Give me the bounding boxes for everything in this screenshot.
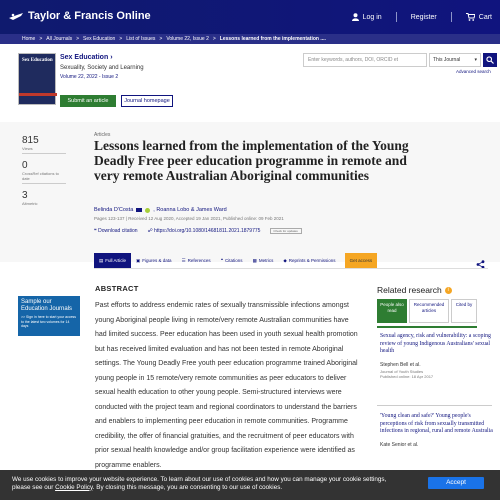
- related-article-title[interactable]: Sexual agency, risk and vulnerability: a scoping review of young Indigenous Australians' sexual health: [380, 333, 491, 354]
- metric-label: Altmetric: [22, 201, 38, 206]
- get-access-button[interactable]: Get access: [345, 253, 378, 268]
- cookie-message-line1: We use cookies to improve your website experience. To learn about our use of cookies and how you can manage your cookie settings,: [12, 476, 387, 483]
- cookie-banner: [0, 470, 500, 500]
- breadcrumb-volume[interactable]: Volume 22, Issue 2: [166, 36, 209, 42]
- metric-label: CrossRef citations to date: [22, 171, 59, 181]
- tab-references[interactable]: [177, 253, 216, 268]
- tabs-divider: [94, 268, 488, 269]
- journal-cover[interactable]: [18, 53, 56, 105]
- breadcrumb-journal[interactable]: Sex Education: [83, 36, 116, 42]
- tab-reprints[interactable]: [278, 253, 340, 268]
- top-nav: [352, 12, 492, 22]
- tab-label: Citations: [225, 258, 243, 263]
- chevron-right-icon: ›: [110, 54, 113, 61]
- user-icon: [352, 13, 359, 21]
- search-scope-value: This Journal: [433, 57, 461, 63]
- abstract-text: Past efforts to address endemic rates of sexually transmissible infections amongst young Aboriginal people living in remote/very remote Australian communities have had limited success. Peer education has been used in youth sexual health promotion but has received limited evaluation and has not been tested in remote Aboriginal settings. The Young Deadly Free youth peer education programme trained Aboriginal young people in 15 remote/very remote communities as peer educators to deliver sexual health education to other young people. Semi-structured interviews were conducted with the project team and regional coordinators to understand the barriers and enablers to implementing peer education in remote communities. Programme credibility, the offer of financial gratuities, and the recruitment of peer educators with prior sexual health knowledge and/or group facilitation experience were identified as programme enablers.: [95, 302, 358, 469]
- active-tab-indicator: [377, 326, 477, 328]
- breadcrumb-separator: >: [119, 36, 123, 42]
- metric-label: Views: [22, 146, 33, 151]
- cart-icon: [466, 13, 475, 21]
- related-article-author: Kate Senior et al.: [380, 441, 419, 448]
- cover-stripe: [19, 93, 57, 96]
- tab-label: Reprints & Permissions: [288, 258, 336, 263]
- metric-altmetric[interactable]: [22, 190, 66, 206]
- education-promo-banner[interactable]: [18, 296, 80, 336]
- abstract-heading: ABSTRACT: [95, 284, 139, 293]
- site-logo[interactable]: [8, 10, 151, 22]
- author-list: [94, 207, 227, 213]
- tab-label: Full Article: [105, 258, 127, 263]
- search-icon: [486, 56, 494, 64]
- doi-icon: ☍: [147, 228, 153, 234]
- related-article-date: Published online: 18 Apr 2017: [380, 373, 434, 379]
- journal-homepage-button[interactable]: Journal homepage: [121, 95, 173, 107]
- article-type: Articles: [94, 132, 111, 138]
- metric-value: 0: [22, 160, 28, 171]
- doi-link[interactable]: [148, 228, 261, 234]
- tab-metrics[interactable]: [248, 253, 279, 268]
- metric-divider: [22, 153, 66, 154]
- metric-value: 815: [22, 135, 39, 146]
- author-link[interactable]: Belinda D'Costa: [94, 207, 134, 213]
- tab-recommended-articles[interactable]: Recommended articles: [409, 299, 449, 323]
- journal-volume[interactable]: Volume 22, 2022 - Issue 2: [60, 74, 119, 80]
- breadcrumb-separator: >: [212, 36, 216, 42]
- related-article-author: Stephen Bell et al.: [380, 361, 421, 368]
- search-button[interactable]: [483, 53, 497, 67]
- lamp-logo-icon: [8, 12, 24, 21]
- author-links[interactable]: , Roanna Lobo & James Ward: [153, 207, 227, 213]
- related-research-heading: [377, 285, 452, 295]
- search-scope-select[interactable]: [429, 53, 481, 67]
- figures-icon: ▣: [136, 257, 141, 263]
- login-link[interactable]: [352, 13, 382, 21]
- quote-icon: ❝: [94, 228, 97, 234]
- journal-title-text: Sex Education: [60, 54, 109, 61]
- breadcrumb-separator: >: [76, 36, 80, 42]
- breadcrumb-current: Lessons learned from the implementation ....: [219, 36, 326, 42]
- download-citation-link[interactable]: [94, 228, 138, 234]
- journal-title[interactable]: [60, 54, 113, 61]
- related-article: [380, 333, 495, 379]
- breadcrumb-home[interactable]: Home: [22, 36, 36, 42]
- register-link[interactable]: Register: [410, 13, 437, 21]
- related-divider: [377, 405, 492, 406]
- breadcrumb-all-journals[interactable]: All Journals: [46, 36, 73, 42]
- tab-citations[interactable]: [216, 253, 248, 268]
- cover-title: Sex Education: [22, 58, 53, 63]
- metric-crossref[interactable]: [22, 160, 66, 184]
- tab-cited-by[interactable]: Cited by: [451, 299, 477, 323]
- journal-subtitle: Sexuality, Society and Learning: [60, 65, 144, 71]
- article-title: Lessons learned from the implementation of the Young Deadly Free peer education programme in remote and very remote Australian Aboriginal communities: [94, 138, 409, 183]
- download-citation-label: Download citation: [98, 228, 138, 234]
- related-article-title[interactable]: 'Young clean and safe?' Young people's perceptions of risk from sexually transmitted infections in regional, rural and remote Australia: [380, 413, 493, 434]
- publication-history: Pages 123-137 | Received 12 Aug 2020, Accepted 19 Jan 2021, Published online: 09 Feb 2021: [94, 216, 284, 221]
- promo-subtext: >> Sign in here to start your access to the latest two volumes for 14 days: [21, 315, 77, 328]
- breadcrumb-issues[interactable]: List of Issues: [126, 36, 156, 42]
- breadcrumb-separator: >: [159, 36, 163, 42]
- cookie-policy-link[interactable]: Cookie Policy: [55, 483, 93, 491]
- site-header: [0, 0, 500, 34]
- breadcrumb: [0, 34, 500, 44]
- tab-people-also-read[interactable]: People also read: [377, 299, 407, 323]
- bar-chart-icon: ▩: [252, 257, 257, 263]
- citations-icon: ❝: [220, 257, 224, 263]
- tab-full-article[interactable]: [94, 253, 131, 268]
- accept-cookies-button[interactable]: Accept: [428, 477, 484, 489]
- document-icon: ▤: [99, 257, 104, 263]
- references-icon: ☰: [181, 257, 186, 263]
- tab-label: References: [187, 258, 211, 263]
- tab-label: Figures & data: [142, 258, 172, 263]
- related-tabs: [377, 299, 477, 323]
- lock-icon: ◆: [283, 257, 287, 263]
- orcid-icon[interactable]: [145, 208, 150, 213]
- related-article: [380, 413, 495, 448]
- metric-views: [22, 135, 66, 154]
- cart-link[interactable]: [466, 13, 492, 21]
- cookie-message-line2: [12, 484, 500, 492]
- check-for-updates-badge[interactable]: Check for updates: [270, 228, 302, 234]
- cookie-text: . By closing this message, you are consenting to our use of cookies.: [92, 483, 283, 491]
- metric-value: 3: [22, 190, 28, 201]
- citation-row: [94, 228, 302, 234]
- article-tabs: [94, 253, 377, 268]
- advanced-search-link[interactable]: Advanced search: [456, 69, 491, 74]
- doi-label: https://doi.org/10.1080/14681811.2021.1879775: [154, 228, 261, 234]
- related-heading-text: Related research: [377, 285, 442, 295]
- breadcrumb-separator: >: [39, 36, 43, 42]
- search-input[interactable]: Enter keywords, authors, DOI, ORCID et: [303, 53, 427, 67]
- cookie-text: please see our: [12, 483, 56, 491]
- info-icon[interactable]: i: [445, 287, 452, 294]
- nav-divider: [451, 12, 452, 22]
- share-button[interactable]: [476, 256, 485, 274]
- promo-title: Sample our Education Journals: [21, 299, 73, 312]
- cart-label: Cart: [478, 13, 492, 21]
- metric-divider: [22, 183, 66, 184]
- tab-label: Metrics: [258, 258, 274, 263]
- login-label: Log in: [362, 13, 382, 21]
- tab-figures[interactable]: [131, 253, 177, 268]
- related-article-journal: Journal of Youth Studies: [380, 368, 424, 374]
- submit-article-button[interactable]: Submit an article: [60, 95, 116, 107]
- article-metrics: [22, 135, 66, 212]
- email-icon[interactable]: [136, 208, 142, 212]
- brand-name: Taylor & Francis Online: [28, 10, 151, 22]
- nav-divider: [396, 12, 397, 22]
- chevron-down-icon: ▾: [474, 57, 477, 63]
